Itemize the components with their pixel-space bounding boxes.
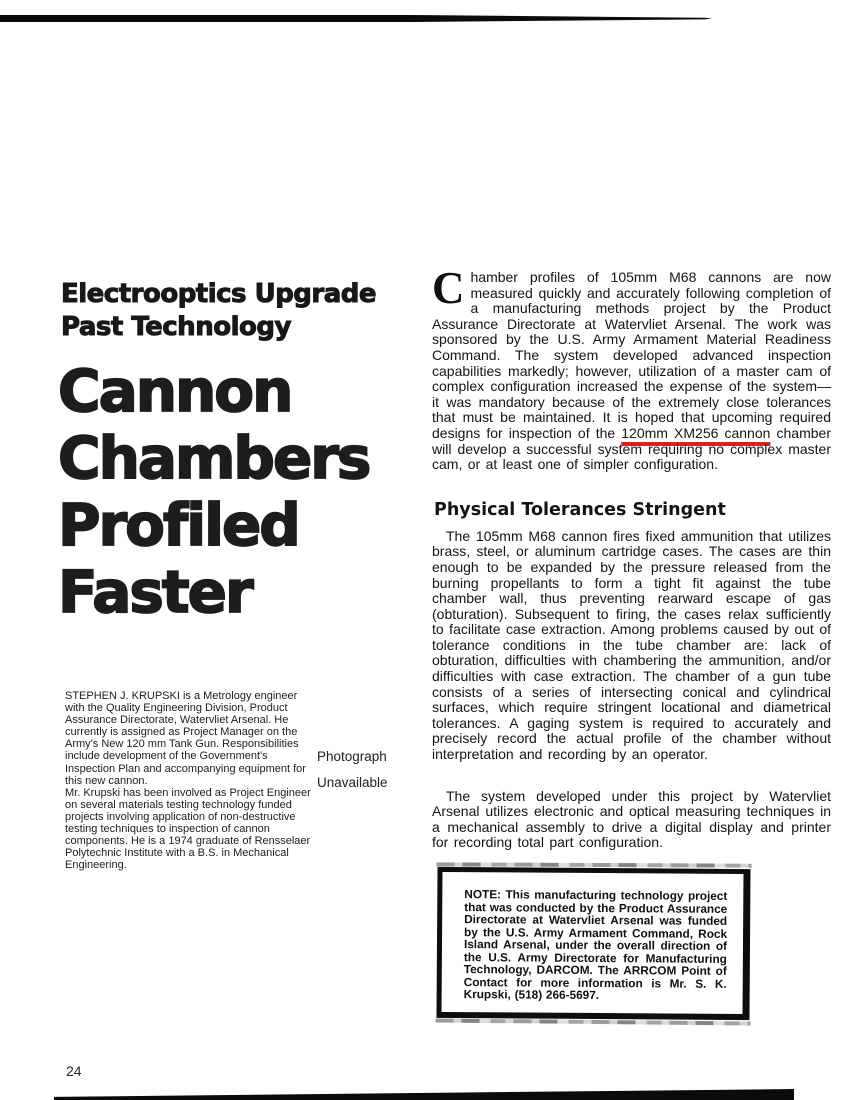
author-bio-part-2: Mr. Krupski has been involved as Project Engineer on several materials testing technology funded projects involving application of non-destructive testing techniques to inspection of cannon components. He is a 1974 graduate of Rensselaer Polytechnic Institute with a B.S. in Mechanical Engineering.	[65, 786, 311, 872]
top-rule	[0, 15, 712, 22]
section-heading: Physical Tolerances Stringent	[434, 499, 726, 520]
article-body-column	[432, 263, 831, 1019]
article-paragraph-3: The system developed under this project by Watervliet Arsenal utilizes electronic and optical measuring techniques in a mechanical assembly to drive a digital display and printer for recording total part configuration.	[432, 787, 831, 851]
kicker-line-1: Electrooptics Upgrade	[61, 279, 377, 309]
funding-note-box	[436, 867, 750, 1020]
funding-note-text: NOTE: This manufacturing technology project that was conducted by the Product Assurance Directorate at Watervliet Arsenal was funded by the U.S. Army Armament Command, Rock Island Arsenal, under the overall direction of the U.S. Army Directorate for Manufacturing Technology, DARCOM. The ARRCOM Point of Contact for more information is Mr. S. K. Krupski, (518) 266-5697.	[463, 887, 728, 1003]
bottom-rule	[54, 1089, 794, 1100]
title-line-1: Cannon	[58, 357, 292, 425]
article-paragraph-1	[432, 263, 831, 473]
photo-placeholder	[317, 744, 388, 796]
title-line-4: Faster	[58, 558, 252, 626]
paragraph-1-text-after: chamber will develop a successful system requiring no complex master cam, or at least one of simpler configuration.	[432, 424, 831, 473]
author-bio	[65, 690, 318, 871]
title-line-3: Profiled	[58, 491, 299, 559]
author-bio-part-1: STEPHEN J. KRUPSKI is a Metrology engineer with the Quality Engineering Division, Product Assurance Directorate, Watervliet Arsenal. He currently is assigned as Project Manager on the Army's New 120 mm Tank Gun. Responsibilities include development of the Government's Inspection Plan and accompanying equipment for this new cannon.	[65, 690, 306, 787]
drop-cap: C	[432, 263, 465, 313]
article-paragraph-2: The 105mm M68 cannon fires fixed ammunition that utilizes brass, steel, or aluminum cartridge cases. The cases are thin enough to be expanded by the pressure released from the burning propellants to form a tight fit against the tube chamber wall, thus preventing rearward escape of gas (obturation). Subsequent to firing, the cases relax sufficiently to facilitate case extraction. Among problems caused by out of tolerance conditions in the tube chamber are: lack of obturation, difficulties with chambering the ammunition, and/or difficulties with case extraction. The chamber of a gun tube consists of a series of intersecting conical and cylindrical surfaces, which require stringent locational and diametrical tolerances. A gaging system is required to accurately and precisely record the actual profile of the chamber without interpretation and recording by an operator.	[432, 527, 831, 763]
photo-placeholder-line-2: Unavailable	[317, 775, 388, 790]
title-line-2: Chambers	[58, 424, 370, 492]
red-underlined-phrase: 120mm XM256 cannon	[621, 424, 771, 441]
article-title	[58, 358, 369, 626]
kicker-line-2: Past Technology	[61, 312, 291, 342]
article-kicker	[61, 278, 376, 344]
page-number: 24	[66, 1063, 82, 1079]
paragraph-1-text-before: hamber profiles of 105mm M68 cannons are now measured quickly and accurately following completion of a manufacturing methods project by the Product Assurance Directorate at Watervliet Arsenal. The work was sponsored by the U.S. Army Armament Material Readiness Command. The system developed advanced inspection capabilities markedly; however, utilization of a master cam of complex configuration increased the expense of the system—it was mandatory because of the extremely close tolerances that must be maintained. It is hoped that upcoming required designs for inspection of the	[432, 269, 831, 441]
photo-placeholder-line-1: Photograph	[317, 749, 387, 764]
